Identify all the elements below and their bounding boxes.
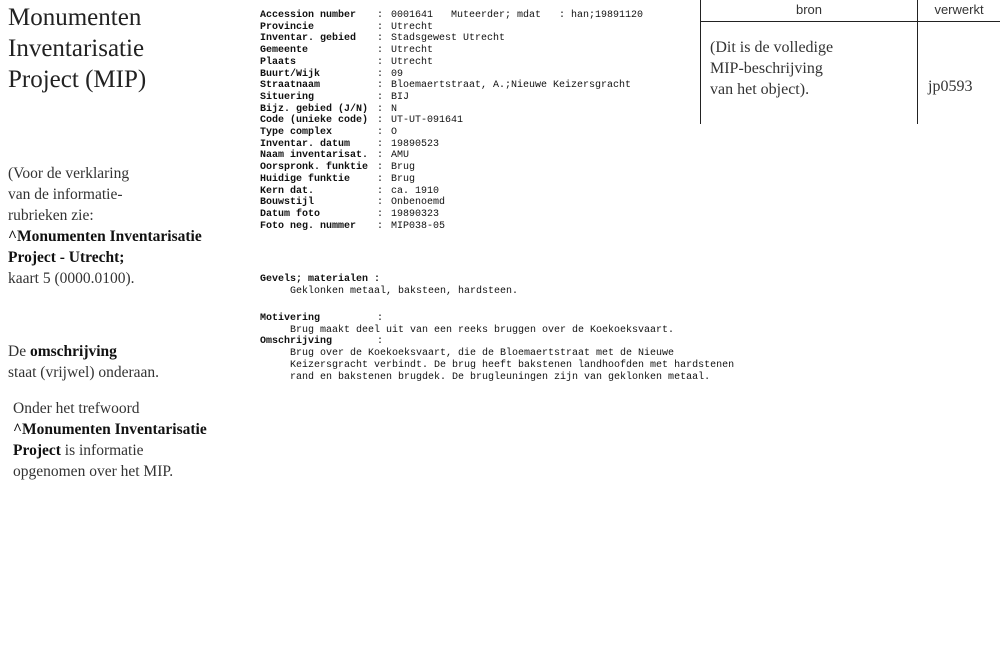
header-verwerkt: verwerkt — [934, 2, 984, 17]
cell-verwerkt: jp0593 — [928, 78, 973, 95]
field-value: BIJ — [391, 91, 410, 103]
field-label: Kern dat. — [260, 185, 315, 197]
field-label: Datum foto — [260, 208, 321, 220]
gevels-block — [260, 274, 518, 297]
trefwoord-note-rest: is informatie — [60, 442, 144, 459]
trefwoord-note-line: Onder het trefwoord — [13, 400, 140, 417]
field-separator: : — [377, 10, 384, 21]
ref-note-line: van de informatie- — [8, 186, 123, 203]
field-value: Bloemaertstraat, A.;Nieuwe Keizersgracht — [391, 80, 632, 92]
field-label: Provincie — [260, 21, 315, 33]
field-row — [260, 186, 700, 198]
source-table — [700, 0, 1000, 124]
field-separator: : — [377, 56, 384, 68]
field-label: Buurt/Wijk — [260, 68, 321, 80]
record-fields — [260, 10, 700, 232]
field-row — [260, 10, 700, 22]
title-line-3: Project (MIP) — [8, 66, 147, 93]
ref-note-keyword: Project - Utrecht; — [8, 249, 125, 266]
field-label: Gemeente — [260, 45, 309, 57]
bron-line: van het object). — [710, 81, 810, 98]
field-separator: : — [377, 127, 384, 139]
muteerder-value: han;19891120 — [571, 10, 644, 21]
field-label: Accession number — [260, 10, 357, 21]
field-label: Code (unieke code) — [260, 115, 369, 127]
omschr-note-keyword: omschrijving — [29, 343, 117, 360]
gevels-label: Gevels; materialen : — [260, 274, 381, 285]
field-value: Utrecht — [391, 21, 434, 33]
muteerder-label: Muteerder; mdat — [451, 10, 542, 21]
page-title — [8, 2, 248, 95]
field-row — [260, 80, 700, 92]
motivering-separator: : — [377, 313, 384, 324]
trefwoord-note-keyword: Project — [13, 442, 61, 459]
trefwoord-note-keyword: ^Monumenten Inventarisatie — [13, 421, 207, 438]
field-label: Bouwstijl — [260, 197, 315, 209]
field-separator: : — [377, 173, 384, 185]
field-label: Straatnaam — [260, 80, 321, 92]
trefwoord-note — [13, 398, 258, 482]
field-value: Brug — [391, 162, 416, 174]
field-label: Situering — [260, 91, 315, 103]
field-separator: : — [377, 185, 384, 197]
field-row — [260, 221, 700, 233]
field-row — [260, 162, 700, 174]
ref-note-line: rubrieken zie: — [8, 207, 94, 224]
table-header-divider — [700, 21, 1000, 22]
field-separator: : — [377, 68, 384, 80]
reference-note — [8, 163, 253, 289]
field-row — [260, 127, 700, 139]
field-value: 19890523 — [391, 138, 440, 150]
motivering-label: Motivering — [260, 313, 321, 324]
omschrijving-note — [8, 341, 253, 383]
omschrijving-line: Keizersgracht verbindt. De brug heeft bakstenen landhoofden met hardstenen — [290, 359, 735, 371]
field-value: Utrecht — [391, 45, 434, 57]
motivering-value: Brug maakt deel uit van een reeks bruggen over de Koekoeksvaart. — [290, 324, 675, 336]
field-separator: : — [377, 150, 384, 162]
field-value: Utrecht — [391, 56, 434, 68]
ref-note-line: kaart 5 (0000.0100). — [8, 270, 135, 287]
field-row — [260, 209, 700, 221]
field-value: ca. 1910 — [391, 185, 440, 197]
omschr-note-line: staat (vrijwel) onderaan. — [8, 364, 160, 381]
ref-note-line: (Voor de verklaring — [8, 165, 130, 182]
field-label: Type complex — [260, 127, 333, 139]
field-row — [260, 115, 700, 127]
field-label: Oorspronk. funktie — [260, 162, 369, 174]
field-separator: : — [377, 138, 384, 150]
field-row — [260, 174, 700, 186]
field-row — [260, 197, 700, 209]
muteerder-separator: : — [559, 10, 566, 21]
omschrijving-line: Brug over de Koekoeksvaart, die de Bloemaertstraat met de Nieuwe — [290, 348, 675, 360]
omschrijving-line: rand en bakstenen brugdek. De brugleuningen zijn van geklonken metaal. — [290, 371, 711, 383]
field-label: Bijz. gebied (J/N) — [260, 103, 369, 115]
field-row — [260, 104, 700, 116]
field-separator: : — [377, 162, 384, 174]
field-value: 19890323 — [391, 208, 440, 220]
field-value: AMU — [391, 150, 410, 162]
field-separator: : — [377, 103, 384, 115]
field-row — [260, 33, 700, 45]
field-row — [260, 92, 700, 104]
field-label: Naam inventarisat. — [260, 150, 369, 162]
field-label: Foto neg. nummer — [260, 220, 357, 232]
omschrijving-label: Omschrijving — [260, 336, 333, 348]
bron-line: (Dit is de volledige — [710, 39, 834, 56]
field-separator: : — [377, 33, 384, 45]
field-row — [260, 22, 700, 34]
header-bron: bron — [795, 2, 823, 17]
field-value: Onbenoemd — [391, 197, 446, 209]
field-value: 09 — [391, 68, 404, 80]
field-value: N — [391, 103, 398, 115]
field-row — [260, 150, 700, 162]
field-value: Stadsgewest Utrecht — [391, 33, 506, 45]
table-border-left — [700, 0, 701, 124]
field-value: UT-UT-091641 — [391, 115, 464, 127]
field-label: Huidige funktie — [260, 173, 351, 185]
cell-bron — [710, 37, 915, 100]
field-value: Brug — [391, 173, 416, 185]
field-value: O — [391, 127, 398, 139]
field-separator: : — [377, 45, 384, 57]
title-line-2: Inventarisatie — [8, 35, 145, 62]
field-separator: : — [377, 21, 384, 33]
bron-line: MIP-beschrijving — [710, 60, 823, 77]
gevels-value: Geklonken metaal, baksteen, hardsteen. — [290, 285, 519, 297]
field-separator: : — [377, 208, 384, 220]
field-row — [260, 69, 700, 81]
field-label: Inventar. datum — [260, 138, 351, 150]
field-row — [260, 139, 700, 151]
omschrijving-separator: : — [377, 336, 384, 348]
table-border-middle — [917, 0, 918, 124]
field-value: 0001641 — [391, 10, 434, 21]
ref-note-keyword: ^Monumenten Inventarisatie — [8, 228, 202, 245]
field-label: Inventar. gebied — [260, 33, 357, 45]
field-separator: : — [377, 220, 384, 232]
title-line-1: Monumenten — [8, 4, 142, 31]
field-value: MIP038-05 — [391, 220, 446, 232]
field-separator: : — [377, 91, 384, 103]
field-row — [260, 57, 700, 69]
field-row — [260, 45, 700, 57]
field-label: Plaats — [260, 56, 297, 68]
trefwoord-note-line: opgenomen over het MIP. — [13, 463, 174, 480]
motivering-block — [260, 313, 734, 383]
field-separator: : — [377, 197, 384, 209]
field-separator: : — [377, 115, 384, 127]
omschr-note-pre: De — [8, 343, 30, 360]
field-separator: : — [377, 80, 384, 92]
